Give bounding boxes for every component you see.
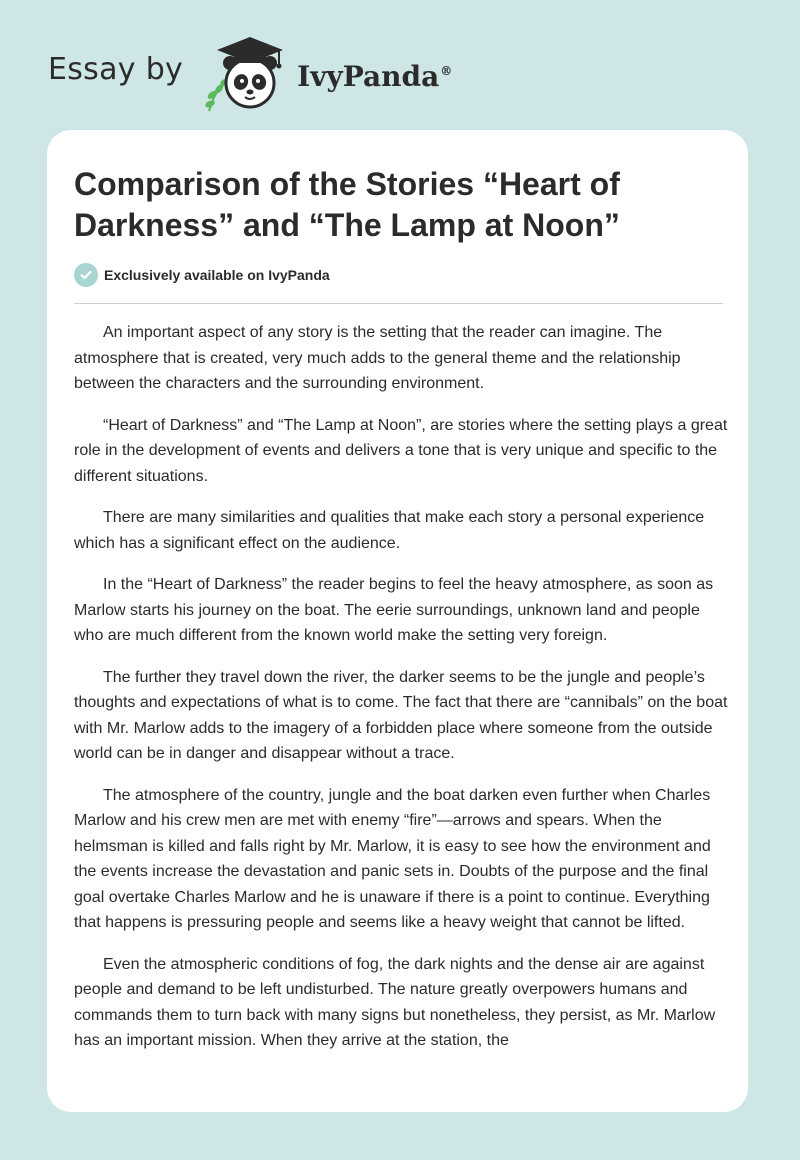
- panda-graduation-cap-logo-icon: [199, 33, 295, 113]
- exclusive-badge-text: Exclusively available on IvyPanda: [104, 267, 330, 283]
- checkmark-circle-icon: [74, 263, 98, 287]
- essay-card: [47, 130, 748, 1112]
- paragraph: An important aspect of any story is the setting that the reader can imagine. The atmosphere that is created, very much adds to the general theme and the relationship between the characters and the surrounding environment.: [74, 324, 681, 392]
- essay-by-label: Essay by: [48, 51, 184, 87]
- registered-mark: ®: [440, 64, 453, 79]
- essay-title: Comparison of the Stories “Heart of Darkness” and “The Lamp at Noon”: [74, 166, 620, 243]
- divider: [74, 303, 723, 304]
- brand-header[interactable]: [48, 28, 452, 118]
- paragraph: The further they travel down the river, the darker seems to be the jungle and people’s thoughts and expectations of what is to come. The fact that there are “cannibals” on the boat with Mr. Marlow adds to the imagery of a forbidden place where someone from the outside world can be in danger and disappear without a trace.: [74, 668, 728, 762]
- ivypanda-brand-name: IvyPanda®: [297, 59, 453, 93]
- paragraph: “Heart of Darkness” and “The Lamp at Noon”, are stories where the setting plays a great role in the development of events and delivers a tone that is very unique and specific to the different situations.: [74, 416, 728, 485]
- paragraph: There are many similarities and qualities that make each story a personal experience which has a significant effect on the audience.: [74, 509, 705, 552]
- paragraph: In the “Heart of Darkness” the reader begins to feel the heavy atmosphere, as soon as Marlow starts his journey on the boat. The eerie surroundings, unknown land and people who are much different from the known world make the setting very foreign.: [74, 576, 714, 644]
- exclusive-badge: [74, 263, 330, 287]
- paragraph: Even the atmospheric conditions of fog, the dark nights and the dense air are against people and demand to be left undisturbed. The nature greatly overpowers humans and commands them to turn back with many signs but nonetheless, they persist, as Mr. Marlow has an important mission. When they arrive at the station, the: [74, 955, 716, 1049]
- paragraph: The atmosphere of the country, jungle and the boat darken even further when Charles Marlow and his crew men are met with enemy “fire”—arrows and spears. When the helmsman is killed and falls right by Mr. Marlow, it is easy to see how the environment and the events increase the devastation and panic sets in. Doubts of the purpose and the final goal overtake Charles Marlow and he is unaware if there is a point to continue. Everything that happens is pressuring people and seems like a heavy weight that cannot be lifted.: [74, 786, 711, 931]
- essay-body: [74, 320, 729, 1070]
